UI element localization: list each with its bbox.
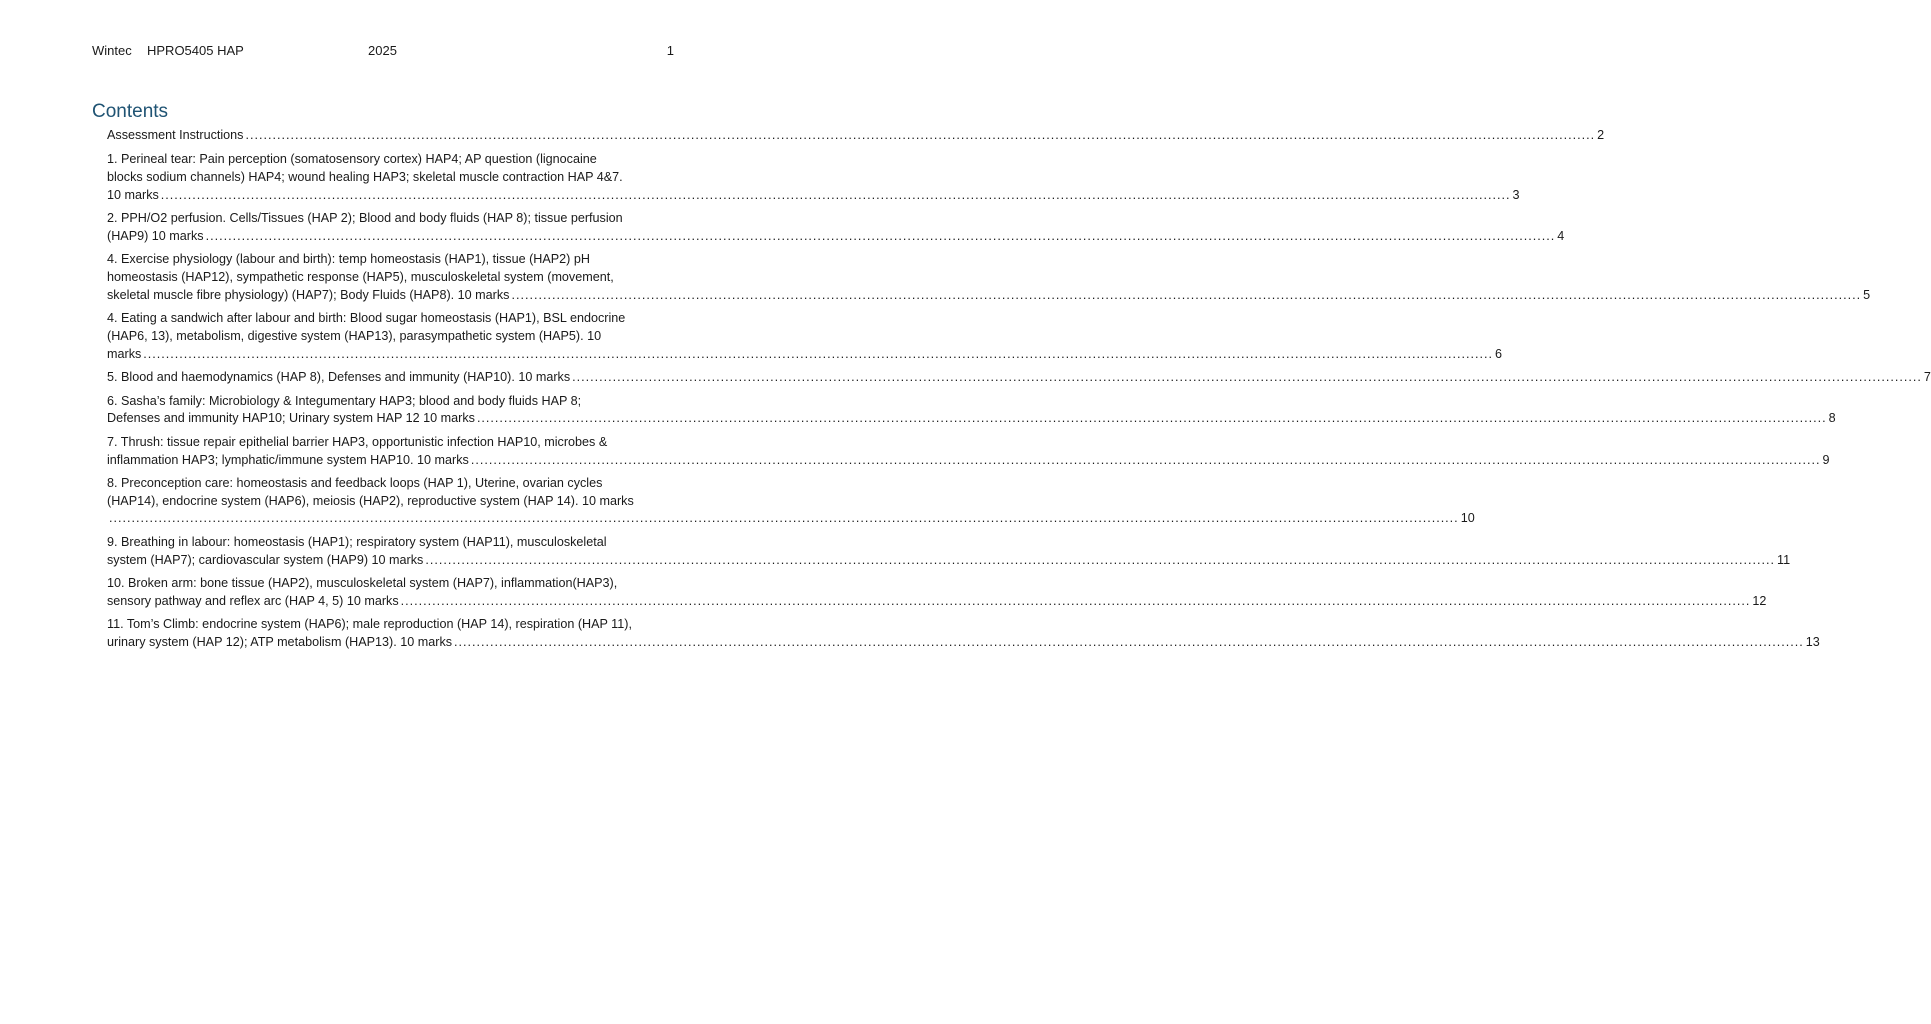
toc-entry-text-line: 2. PPH/O2 perfusion. Cells/Tissues (HAP 2); Blood and body fluids (HAP 8); tissue perfusion — [107, 211, 623, 226]
toc-entry[interactable] — [107, 575, 1767, 610]
toc-entry[interactable] — [107, 393, 1836, 428]
toc-entry-final-line — [107, 369, 1931, 387]
toc-entry-text-line: 1. Perineal tear: Pain perception (somatosensory cortex) HAP4; AP question (lignocaine — [107, 152, 597, 167]
header-course-code: HPRO5405 HAP — [147, 43, 244, 58]
toc-dot-leader: ............................................................................................................................................................................................................................................................................................................ — [205, 228, 1556, 243]
toc-entry[interactable] — [107, 151, 1520, 204]
toc-dot-leader: ............................................................................................................................................................................................................................................................................................................ — [476, 411, 1827, 426]
toc-entry-text-line: skeletal muscle fibre physiology) (HAP7); Body Fluids (HAP8). 10 marks — [107, 287, 510, 302]
toc-dot-leader: ............................................................................................................................................................................................................................................................................................................ — [511, 287, 1862, 302]
toc-page-number: 13 — [1805, 635, 1820, 650]
toc-entry-text-line: sensory pathway and reflex arc (HAP 4, 5) 10 marks — [107, 593, 399, 608]
toc-entry-text-line: marks — [107, 346, 142, 361]
toc-entry-final-line — [107, 452, 1830, 470]
toc-entry-text-line: system (HAP7); cardiovascular system (HAP9) 10 marks — [107, 552, 424, 567]
toc-entry[interactable] — [107, 434, 1830, 469]
toc-page-number: 5 — [1863, 287, 1871, 302]
header-page-number: 1 — [666, 43, 674, 58]
toc-dot-leader: ............................................................................................................................................................................................................................................................................................................ — [245, 128, 1596, 142]
toc-entry-text-line: 9. Breathing in labour: homeostasis (HAP1); respiratory system (HAP11), musculoskeletal — [107, 534, 607, 549]
toc-dot-leader: ............................................................................................................................................................................................................................................................................................................ — [160, 187, 1511, 202]
toc-entry[interactable] — [107, 127, 1605, 145]
toc-entry[interactable] — [107, 475, 1475, 528]
toc-page-number: 3 — [1512, 187, 1520, 202]
page-header — [92, 43, 675, 59]
toc-entry-final-line — [107, 127, 1605, 145]
toc-dot-leader: ............................................................................................................................................................................................................................................................................................................ — [109, 511, 1459, 526]
toc-dot-leader: ............................................................................................................................................................................................................................................................................................................ — [572, 370, 1922, 385]
toc-entry[interactable] — [107, 310, 1502, 363]
toc-entry-final-line — [107, 410, 1836, 428]
toc-page-number: 6 — [1494, 346, 1502, 361]
toc-entry[interactable] — [107, 534, 1791, 569]
toc-entry[interactable] — [107, 616, 1820, 651]
toc-entry-text-line: (HAP6, 13), metabolism, digestive system (HAP13), parasympathetic system (HAP5). 10 — [107, 328, 602, 343]
toc-entry-text-line: homeostasis (HAP12), sympathetic response (HAP5), musculoskeletal system (movement, — [107, 270, 614, 285]
toc-entry-final-line — [107, 287, 1871, 305]
toc-entry[interactable] — [107, 210, 1565, 245]
header-organization: Wintec — [92, 43, 132, 58]
toc-page-number: 9 — [1822, 452, 1830, 467]
table-of-contents — [107, 127, 1931, 658]
toc-dot-leader: ............................................................................................................................................................................................................................................................................................................ — [470, 452, 1821, 467]
toc-entry-final-line — [107, 228, 1565, 246]
toc-entry-text-line: 10 marks — [107, 187, 159, 202]
toc-entry-text-line: 5. Blood and haemodynamics (HAP 8), Defenses and immunity (HAP10). 10 marks — [107, 370, 571, 385]
toc-entry-text-line: 11. Tom’s Climb: endocrine system (HAP6); male reproduction (HAP 14), respiration (HAP 11), — [107, 617, 632, 632]
toc-dot-leader: ............................................................................................................................................................................................................................................................................................................ — [143, 346, 1493, 361]
toc-dot-leader: ............................................................................................................................................................................................................................................................................................................ — [425, 552, 1776, 567]
toc-entry-text-line: Assessment Instructions — [107, 128, 244, 142]
toc-entry-text-line: 6. Sasha’s family: Microbiology & Integumentary HAP3; blood and body fluids HAP 8; — [107, 393, 582, 408]
toc-page-number: 4 — [1557, 228, 1565, 243]
toc-entry-text-line: Defenses and immunity HAP10; Urinary system HAP 12 10 marks — [107, 411, 475, 426]
toc-entry-final-line — [107, 510, 1475, 528]
toc-entry-final-line — [107, 187, 1520, 205]
toc-page-number: 2 — [1597, 128, 1605, 142]
toc-entry-text-line: inflammation HAP3; lymphatic/immune system HAP10. 10 marks — [107, 452, 469, 467]
toc-entry-text-line: urinary system (HAP 12); ATP metabolism (HAP13). 10 marks — [107, 635, 453, 650]
toc-entry[interactable] — [107, 251, 1871, 304]
toc-page-number: 7 — [1923, 370, 1931, 385]
toc-page-number: 10 — [1460, 511, 1475, 526]
toc-entry-text-line: 8. Preconception care: homeostasis and feedback loops (HAP 1), Uterine, ovarian cycles — [107, 476, 603, 491]
toc-entry-text-line: (HAP14), endocrine system (HAP6), meiosis (HAP2), reproductive system (HAP 14). 10 marks — [107, 493, 634, 508]
toc-entry-text-line: 4. Eating a sandwich after labour and birth: Blood sugar homeostasis (HAP1), BSL endocrine — [107, 311, 626, 326]
toc-entry-text-line: 7. Thrush: tissue repair epithelial barrier HAP3, opportunistic infection HAP10, microbes & — [107, 434, 608, 449]
toc-entry[interactable] — [107, 369, 1931, 387]
toc-entry-text-line: (HAP9) 10 marks — [107, 228, 204, 243]
toc-page-number: 11 — [1777, 552, 1791, 567]
toc-page-number: 8 — [1828, 411, 1836, 426]
toc-dot-leader: ............................................................................................................................................................................................................................................................................................................ — [454, 635, 1804, 650]
toc-entry-text-line: blocks sodium channels) HAP4; wound healing HAP3; skeletal muscle contraction HAP 4&7. — [107, 169, 623, 184]
toc-entry-final-line — [107, 634, 1820, 652]
toc-entry-final-line — [107, 593, 1767, 611]
toc-entry-text-line: 4. Exercise physiology (labour and birth): temp homeostasis (HAP1), tissue (HAP2) pH — [107, 252, 590, 267]
toc-dot-leader: ............................................................................................................................................................................................................................................................................................................ — [400, 593, 1751, 608]
toc-entry-final-line — [107, 346, 1502, 364]
toc-entry-final-line — [107, 552, 1791, 570]
toc-page-number: 12 — [1752, 593, 1767, 608]
contents-heading: Contents — [92, 101, 169, 122]
header-year: 2025 — [368, 43, 397, 58]
toc-entry-text-line: 10. Broken arm: bone tissue (HAP2), musculoskeletal system (HAP7), inflammation(HAP3), — [107, 576, 618, 591]
